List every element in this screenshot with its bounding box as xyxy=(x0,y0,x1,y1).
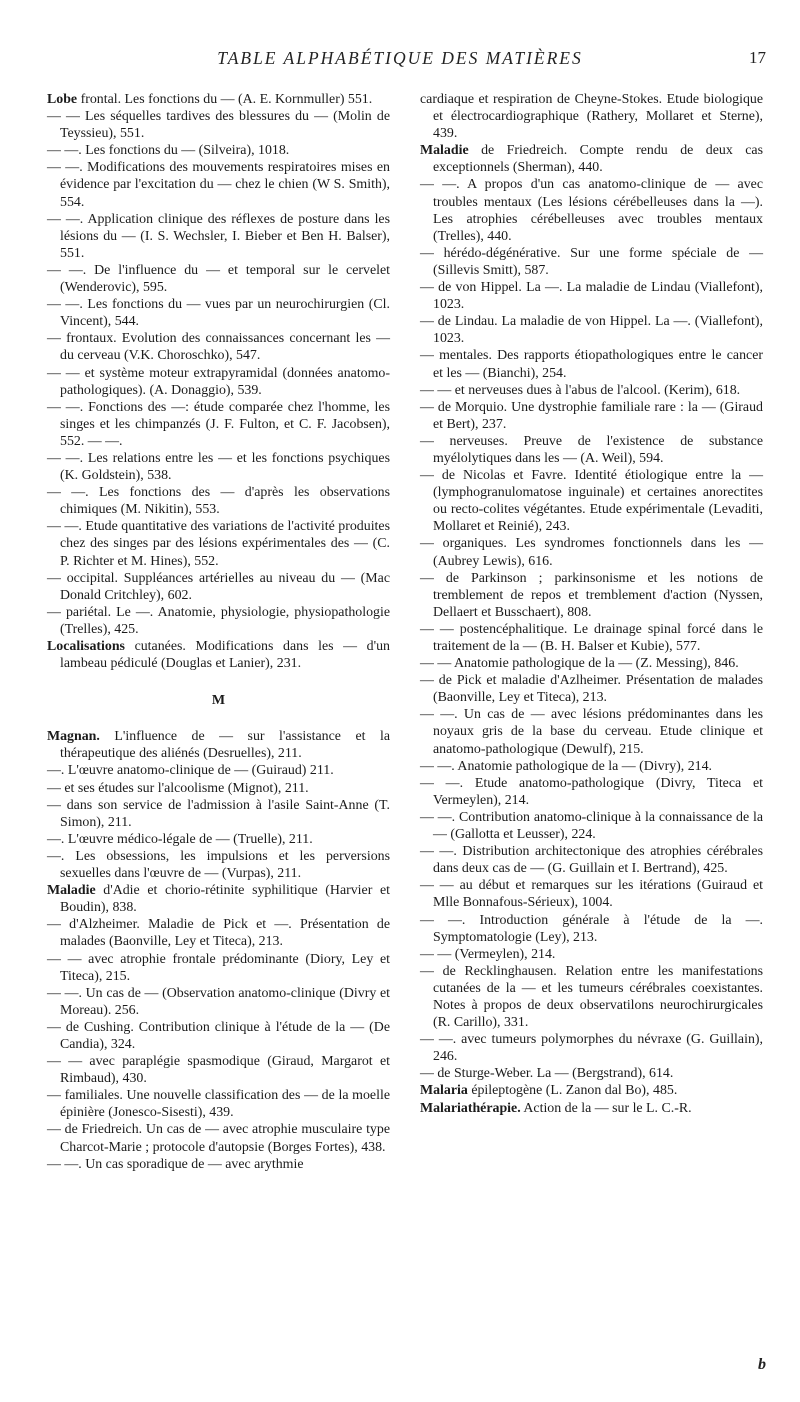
index-entry xyxy=(47,108,390,142)
index-entry xyxy=(47,211,390,262)
entry-text: — mentales. Des rapports étiopathologiques entre le cancer et les — (Bianchi), 254. xyxy=(420,348,763,381)
index-entry xyxy=(47,638,390,672)
index-entry xyxy=(47,484,390,518)
index-entry xyxy=(420,313,763,347)
index-entry xyxy=(47,831,390,848)
entry-text: — dans son service de l'admission à l'asile Saint-Anne (T. Simon), 211. xyxy=(47,797,390,830)
index-entry xyxy=(47,762,390,779)
right-column xyxy=(420,91,763,1117)
index-entry xyxy=(420,1031,763,1065)
index-entry xyxy=(47,570,390,604)
index-entry xyxy=(47,518,390,569)
entry-text: —. Les obsessions, les impulsions et les perversions sexuelles dans l'œuvre de — (Vurpas), 211. xyxy=(47,848,390,882)
index-entry xyxy=(420,176,763,244)
index-entry xyxy=(420,621,763,655)
index-entry xyxy=(420,963,763,1031)
index-entry xyxy=(420,91,763,142)
entry-text: — —. Un cas sporadique de — avec arythmie xyxy=(47,1156,304,1172)
entry-text: frontal. Les fonctions du — (A. E. Kornmuller) 551. xyxy=(77,92,373,107)
index-entry xyxy=(47,1019,390,1053)
index-entry xyxy=(420,946,763,963)
entry-text: — —. Application clinique des réflexes de posture dans les lésions du — (I. S. Wechsler, I. Bieber et Ben H. Balser), 551. xyxy=(47,211,390,261)
entry-headword: Localisations xyxy=(47,639,125,654)
entry-text: — — et nerveuses dues à l'abus de l'alcool. (Kerim), 618. xyxy=(420,382,741,398)
entry-text: — —. Modifications des mouvements respiratoires mises en évidence par l'excitation du — chez le chien (W S. Smith), 554. xyxy=(47,160,390,210)
entry-text: — et ses études sur l'alcoolisme (Mignot), 211. xyxy=(47,780,309,796)
entry-text: — de Pick et maladie d'Azlheimer. Présentation de malades (Baonville, Ley et Titeca), 213. xyxy=(420,673,763,706)
entry-text: — d'Alzheimer. Maladie de Pick et —. Présentation de malades (Baonville, Ley et Titeca), 213. xyxy=(47,917,390,950)
entry-text: — —. Les fonctions des — d'après les observations chimiques (M. Nikitin), 553. xyxy=(47,485,390,518)
entry-text: — de Cushing. Contribution clinique à l'étude de la — (De Candia), 324. xyxy=(47,1019,390,1052)
entry-text: —. L'œuvre anatomo-clinique de — (Guiraud) 211. xyxy=(47,763,334,779)
entry-text: — —. Contribution anatomo-clinique à la connaissance de la — (Gallotta et Leusser), 224. xyxy=(420,809,763,843)
running-title: TABLE ALPHABÉTIQUE DES MATIÈRES xyxy=(217,48,583,68)
index-entry xyxy=(420,382,763,399)
entry-text: —. L'œuvre médico-légale de — (Truelle), 211. xyxy=(47,831,313,847)
entry-text: épileptogène (L. Zanon dal Bo), 485. xyxy=(467,1083,678,1099)
index-entry xyxy=(47,296,390,330)
entry-text: cardiaque et respiration de Cheyne-Stokes. Etude biologique et électrocardiographique (Rathery, Mollaret et Sterne), 439. xyxy=(420,92,763,142)
index-entry xyxy=(420,809,763,843)
index-entry xyxy=(420,877,763,911)
index-entry xyxy=(47,159,390,210)
index-entry xyxy=(47,91,390,108)
entry-text: — de Lindau. La maladie de von Hippel. La —. (Viallefont), 1023. xyxy=(420,314,763,347)
index-entry xyxy=(47,1121,390,1155)
index-entry xyxy=(47,399,390,450)
index-entry xyxy=(420,142,763,176)
entry-text: — — postencéphalitique. Le drainage spinal forcé dans le traitement de la — (B. H. Balser et Kubie), 577. xyxy=(420,621,763,654)
entry-text: — de Morquio. Une dystrophie familiale rare : la — (Giraud et Bert), 237. xyxy=(420,399,763,432)
index-entry xyxy=(47,848,390,882)
entry-text: L'influence de — sur l'assistance et la thérapeutique des aliénés (Desruelles), 211. xyxy=(60,729,390,762)
entry-text: — —. Anatomie pathologique de la — (Divry), 214. xyxy=(420,758,713,774)
entry-text: — — au début et remarques sur les itérations (Guiraud et Mlle Bonnafous-Sérieux), 1004. xyxy=(420,878,763,911)
index-entry xyxy=(420,843,763,877)
index-entry xyxy=(420,279,763,313)
entry-text: — —. Introduction générale à l'étude de la —. Symptomatologie (Ley), 213. xyxy=(420,912,763,945)
index-entry xyxy=(420,1065,763,1082)
entry-text: — — avec paraplégie spasmodique (Giraud, Margarot et Rimbaud), 430. xyxy=(47,1054,390,1087)
entry-text: Action de la — sur le L. C.-R. xyxy=(520,1100,692,1116)
left-column xyxy=(47,91,390,1173)
entry-text: — de Recklinghausen. Relation entre les manifestations cutanées de la — et les tumeurs cérébrales coexistantes. Notes à propos de deux observatilons neurochirurgicales (R. Carillo), 331. xyxy=(420,963,763,1031)
entry-text: — —. Un cas de — (Observation anatomo-clinique (Divry et Moreau). 256. xyxy=(47,985,390,1018)
page-number: 17 xyxy=(749,48,766,67)
index-entry xyxy=(420,1100,763,1117)
index-entry xyxy=(420,706,763,757)
entry-text: — —. Les fonctions du — (Silveira), 1018. xyxy=(47,143,290,159)
index-entry xyxy=(420,775,763,809)
index-entry xyxy=(47,780,390,797)
index-entry xyxy=(420,347,763,381)
entry-text: — —. Les relations entre les — et les fonctions psychiques (K. Goldstein), 538. xyxy=(47,450,390,484)
index-entry xyxy=(420,672,763,706)
entry-headword: Magnan. xyxy=(47,729,100,745)
entry-text: — — Anatomie pathologique de la — (Z. Messing), 846. xyxy=(420,656,739,672)
index-entry xyxy=(47,1156,390,1173)
index-entry xyxy=(47,142,390,159)
entry-text: d'Adie et chorio-rétinite syphilitique (Harvier et Boudin), 838. xyxy=(60,883,390,916)
entry-text: — — avec atrophie frontale prédominante (Diory, Ley et Titeca), 215. xyxy=(47,951,390,984)
index-entry xyxy=(420,467,763,535)
entry-text: — — Les séquelles tardives des blessures du — (Molin de Teyssieu), 551. xyxy=(47,109,390,142)
index-entry xyxy=(47,330,390,364)
entry-headword: Lobe xyxy=(47,92,78,107)
index-entry xyxy=(47,951,390,985)
entry-text: — familiales. Une nouvelle classification des — de la moelle épinière (Jonesco-Sisesti), 439. xyxy=(47,1088,390,1121)
entry-text: — —. Les fonctions du — vues par un neurochirurgien (Cl. Vincent), 544. xyxy=(47,297,390,330)
index-entry xyxy=(420,399,763,433)
index-entry xyxy=(47,916,390,950)
entry-text: — —. A propos d'un cas anatomo-clinique de — avec troubles mentaux (Les lésions cérébelleuses dans la —). Les atrophies cérébelleuses avec troubles mentaux (Trelles), 440. xyxy=(420,177,763,244)
index-entry xyxy=(47,985,390,1019)
section-letter: M xyxy=(211,693,226,709)
entry-text: cutanées. Modifications dans les — d'un lambeau pédiculé (Douglas et Lanier), 231. xyxy=(60,639,390,672)
index-entry xyxy=(47,728,390,762)
entry-text: — —. De l'influence du — et temporal sur le cervelet (Wenderovic), 595. xyxy=(47,262,390,296)
index-entry xyxy=(47,262,390,296)
entry-headword: Maladie xyxy=(47,883,96,899)
index-entry xyxy=(420,433,763,467)
index-entry xyxy=(420,535,763,569)
index-entry xyxy=(47,882,390,916)
entry-text: — —. Fonctions des —: étude comparée chez l'homme, les singes et les chimpanzés (J. F. Fulton, et C. F. Jacobsen), 552. — —. xyxy=(47,399,390,449)
entry-text: — — et système moteur extrapyramidal (données anatomo-pathologiques). (A. Donaggio), 539. xyxy=(47,365,390,398)
entry-text: — nerveuses. Preuve de l'existence de substance myélolytiques dans les — (A. Weil), 594. xyxy=(420,433,763,466)
entry-text: — de Nicolas et Favre. Identité étiologique entre la — (lymphogranulomatose inguinale) et certaines anorectites ou recto-colites végétantes. Etude expérimentale (Levaditi, Mollaret et Reinié), 243. xyxy=(420,468,763,535)
entry-text: — —. Distribution architectonique des atrophies cérébrales dans deux cas de — (G. Guillain et I. Bertrand), 425. xyxy=(420,844,763,877)
entry-text: — frontaux. Evolution des connaissances concernant les — du cerveau (V.K. Choroschko), 547. xyxy=(47,331,390,364)
entry-text: — de von Hippel. La —. La maladie de Lindau (Viallefont), 1023. xyxy=(420,280,763,313)
entry-text: — de Friedreich. Un cas de — avec atrophie musculaire type Charcot-Marie ; protocole d'autopsie (Borges Fortes), 438. xyxy=(47,1122,390,1155)
entry-text: — pariétal. Le —. Anatomie, physiologie, physiopathologie (Trelles), 425. xyxy=(47,604,390,637)
index-entry xyxy=(47,1087,390,1121)
index-entry xyxy=(47,365,390,399)
signature-mark: b xyxy=(758,1356,766,1373)
entry-text: de Friedreich. Compte rendu de deux cas exceptionnels (Sherman), 440. xyxy=(433,143,763,176)
index-entry xyxy=(47,604,390,638)
entry-headword: Malaria xyxy=(420,1083,468,1099)
index-entry xyxy=(47,797,390,831)
entry-text: — —. avec tumeurs polymorphes du névraxe (G. Guillain), 246. xyxy=(420,1032,763,1065)
entry-text: — —. Un cas de — avec lésions prédominantes dans les noyaux gris de la base du cerveau. Etude clinique et anatomo-pathologique (Dewulf), 215. xyxy=(420,707,763,757)
index-entry xyxy=(420,245,763,279)
index-entry xyxy=(47,450,390,484)
index-entry xyxy=(420,570,763,621)
index-entry xyxy=(420,655,763,672)
entry-text: — de Parkinson ; parkinsonisme et les notions de tremblement de repos et tremblement d'action (Nyssen, Dellaert et Busschaert), 808. xyxy=(420,570,763,620)
entry-text: — —. Etude anatomo-pathologique (Divry, Titeca et Vermeylen), 214. xyxy=(420,775,763,808)
index-entry xyxy=(420,1082,763,1099)
index-entry xyxy=(420,912,763,946)
entry-text: — —. Etude quantitative des variations de l'activité produites chez des singes par des lésions expérimentales des — (C. P. Richter et M. Hines), 552. xyxy=(47,519,390,569)
entry-text: — occipital. Suppléances artérielles au niveau du — (Mac Donald Critchley), 602. xyxy=(47,570,390,603)
entry-text: — organiques. Les syndromes fonctionnels dans les — (Aubrey Lewis), 616. xyxy=(420,536,763,569)
entry-text: — hérédo-dégénérative. Sur une forme spéciale de — (Sillevis Smitt), 587. xyxy=(420,245,763,278)
entry-text: — de Sturge-Weber. La — (Bergstrand), 614. xyxy=(420,1066,674,1082)
index-entry xyxy=(420,758,763,775)
index-entry xyxy=(47,1053,390,1087)
entry-headword: Maladie xyxy=(420,143,469,159)
entry-headword: Malariathérapie. xyxy=(420,1100,521,1116)
entry-text: — — (Vermeylen), 214. xyxy=(420,946,556,962)
